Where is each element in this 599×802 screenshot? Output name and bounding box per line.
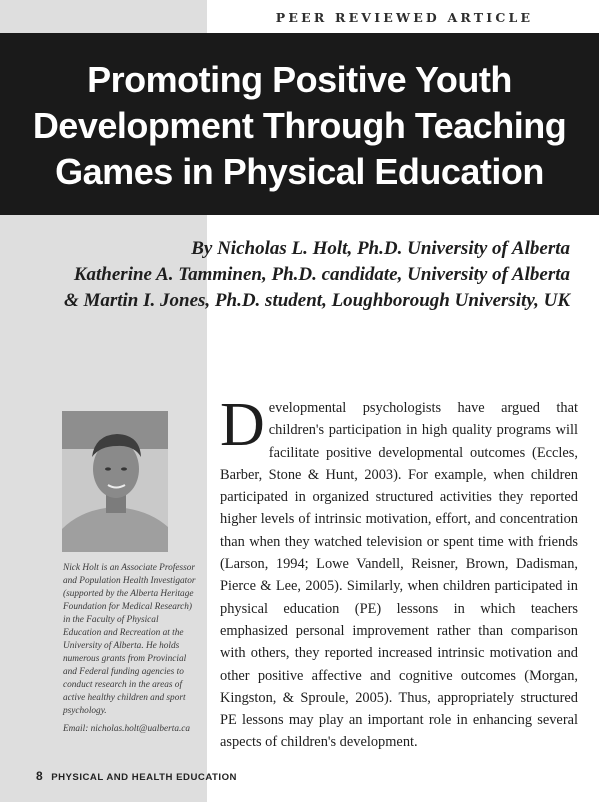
byline-line: & Martin I. Jones, Ph.D. student, Loughborough University, UK	[63, 290, 570, 311]
drop-cap: D	[220, 391, 265, 459]
page-number: 8	[36, 769, 44, 783]
title-line: Games in Physical Education	[55, 151, 544, 192]
author-bio: Nick Holt is an Associate Professor and Population Health Investigator (supported by the Alberta Heritage Foundation for Medical Research) in the Faculty of Physical Education and Recreation at the University of Alberta. He holds numerous grants from Provincial and Federal funding agencies to conduct research in the areas of active healthy children and sport psychology.	[63, 563, 196, 716]
author-byline	[64, 236, 570, 314]
byline-line: Katherine A. Tamminen, Ph.D. candidate, University of Alberta	[73, 264, 570, 285]
article-title	[0, 57, 599, 195]
page-footer	[36, 769, 237, 783]
title-line: Promoting Positive Youth	[87, 59, 512, 100]
publication-name: PHYSICAL AND HEALTH EDUCATION	[51, 772, 237, 783]
section-kicker: PEER REVIEWED ARTICLE	[275, 10, 534, 25]
author-email: Email: nicholas.holt@ualberta.ca	[63, 724, 191, 734]
body-text: evelopmental psychologists have argued that children's participation in high quality programs will facilitate positive developmental outcomes (Eccles, Barber, Stone & Hunt, 2003). For example, when children participated in organized structured activities they reported higher levels of intrinsic motivation, effort, and concentration than when they watched television or spent time with friends (Larson, 1994; Lowe Vandell, Reisner, Brown, Dadisman, Pierce & Lee, 2005). Similarly, when children participated in physical education (PE) lessons in which teachers emphasized personal improvement rather than comparison with others, they reported increased intrinsic motivation and other positive affective and cognitive outcomes (Morgan, Kingston, & Sproule, 2005). Thus, appropriately structured PE lessons may play an important role in enhancing several aspects of children's development.	[220, 400, 578, 751]
title-line: Development Through Teaching	[32, 105, 567, 146]
author-photo	[62, 411, 168, 552]
byline-line: By Nicholas L. Holt, Ph.D. University of Alberta	[191, 238, 570, 259]
author-caption	[63, 562, 197, 736]
body-paragraph	[220, 391, 578, 754]
title-banner	[0, 33, 599, 215]
